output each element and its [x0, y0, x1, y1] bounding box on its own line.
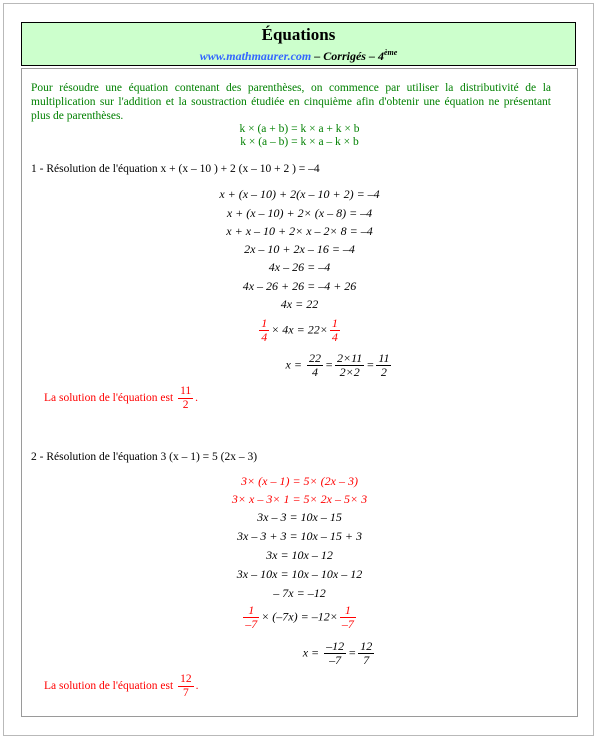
problem2-heading: 2 - Résolution de l'équation 3 (x – 1) = 5 (2x – 3) — [31, 451, 258, 463]
fraction-numerator: 11 — [180, 385, 192, 397]
section-label: Corrigés — [323, 49, 366, 63]
p2-step-7: – 7x = –12 — [273, 586, 326, 600]
fraction-numerator: 12 — [180, 673, 192, 685]
level-label: – 4 — [365, 49, 384, 63]
mult-text: × (–7x) = –12× — [261, 609, 338, 624]
fraction-numerator: 12 — [360, 639, 373, 653]
formula-2: k × (a – b) = k × a – k × b — [240, 136, 359, 148]
problem1-heading: 1 - Résolution de l'équation x + (x – 10 ) + 2 (x – 10 + 2 ) = –4 — [31, 163, 320, 175]
result-lhs: x = — [302, 645, 320, 660]
p2-step-2: 3× x – 3× 1 = 5× 2x – 5× 3 — [231, 492, 368, 506]
fraction-denominator: –7 — [245, 617, 258, 631]
equals: = — [348, 645, 357, 660]
p1-step-6: 4x – 26 + 26 = –4 + 26 — [242, 279, 357, 293]
fraction-denominator: 4 — [311, 365, 318, 379]
fraction — [340, 604, 356, 631]
fraction — [330, 317, 340, 344]
p1-result — [62, 352, 597, 379]
fraction — [307, 352, 323, 379]
fraction — [178, 673, 194, 700]
fraction-denominator: 2 — [380, 365, 387, 379]
level-superscript: ème — [383, 48, 398, 57]
fraction-denominator: 4 — [261, 330, 268, 344]
fraction — [243, 604, 259, 631]
equals: = — [366, 357, 375, 372]
fraction — [324, 640, 346, 667]
fraction-denominator: 2×2 — [339, 365, 360, 379]
fraction-denominator: 7 — [182, 687, 189, 699]
formula-1: k × (a + b) = k × a + k × b — [239, 123, 360, 135]
fraction-numerator: –12 — [326, 639, 345, 653]
p1-solution — [44, 385, 198, 412]
solution-text: La solution de l'équation est — [44, 680, 174, 693]
p2-mult-step — [22, 604, 577, 631]
p1-step-4: 2x – 10 + 2x – 16 = –4 — [244, 242, 355, 256]
site-link[interactable]: www.mathmaurer.com — [199, 49, 312, 63]
p1-mult-step — [22, 317, 577, 344]
fraction-denominator: –7 — [341, 617, 354, 631]
fraction-numerator: 22 — [308, 351, 321, 365]
p2-step-3: 3x – 3 = 10x – 15 — [257, 510, 342, 524]
p2-solution — [44, 673, 198, 700]
solution-text: La solution de l'équation est — [44, 392, 174, 405]
fraction-numerator: 1 — [340, 604, 356, 618]
p2-step-6: 3x – 10x = 10x – 10x – 12 — [236, 567, 363, 581]
result-lhs: x = — [285, 357, 302, 372]
page-header — [21, 22, 576, 66]
fraction — [335, 352, 364, 379]
page-title: Équations — [261, 25, 336, 44]
fraction — [178, 385, 193, 412]
p1-step-5: 4x – 26 = –4 — [268, 260, 331, 274]
fraction-numerator: 1 — [331, 316, 338, 330]
fraction-denominator: 7 — [363, 653, 370, 667]
dash: – — [311, 49, 324, 63]
p1-step-1: x + (x – 10) + 2(x – 10 + 2) = –4 — [219, 187, 380, 201]
fraction-denominator: 2 — [182, 399, 189, 411]
p2-step-1: 3× (x – 1) = 5× (2x – 3) — [241, 474, 358, 488]
p1-step-2: x + (x – 10) + 2× (x – 8) = –4 — [226, 206, 373, 220]
content-box — [21, 68, 578, 717]
fraction — [259, 317, 269, 344]
solution-period: . — [195, 680, 199, 693]
equals: = — [324, 357, 334, 372]
p2-step-4: 3x – 3 + 3 = 10x – 15 + 3 — [237, 529, 362, 543]
fraction-numerator: 2×11 — [337, 351, 363, 365]
header-subline — [22, 46, 575, 63]
mult-text: × 4x = 22× — [271, 322, 328, 337]
fraction — [376, 352, 391, 379]
fraction-denominator: –7 — [329, 653, 342, 667]
p2-step-5: 3x = 10x – 12 — [266, 548, 333, 562]
fraction-numerator: 11 — [378, 351, 390, 365]
p1-step-3: x + x – 10 + 2× x – 2× 8 = –4 — [226, 224, 373, 238]
solution-period: . — [195, 392, 199, 405]
p1-step-7: 4x = 22 — [280, 297, 319, 311]
fraction — [358, 640, 374, 667]
intro-paragraph: Pour résoudre une équation contenant des parenthèses, on commence par utiliser la distributivité de la multiplication sur l'addition et la soustraction étudiée en cinquième afin d'obtenir une équation ne présentant plus de parenthèses. — [31, 82, 551, 122]
fraction-denominator: 4 — [331, 330, 338, 344]
p2-result — [62, 640, 597, 667]
fraction-numerator: 1 — [243, 604, 259, 618]
fraction-numerator: 1 — [261, 316, 268, 330]
